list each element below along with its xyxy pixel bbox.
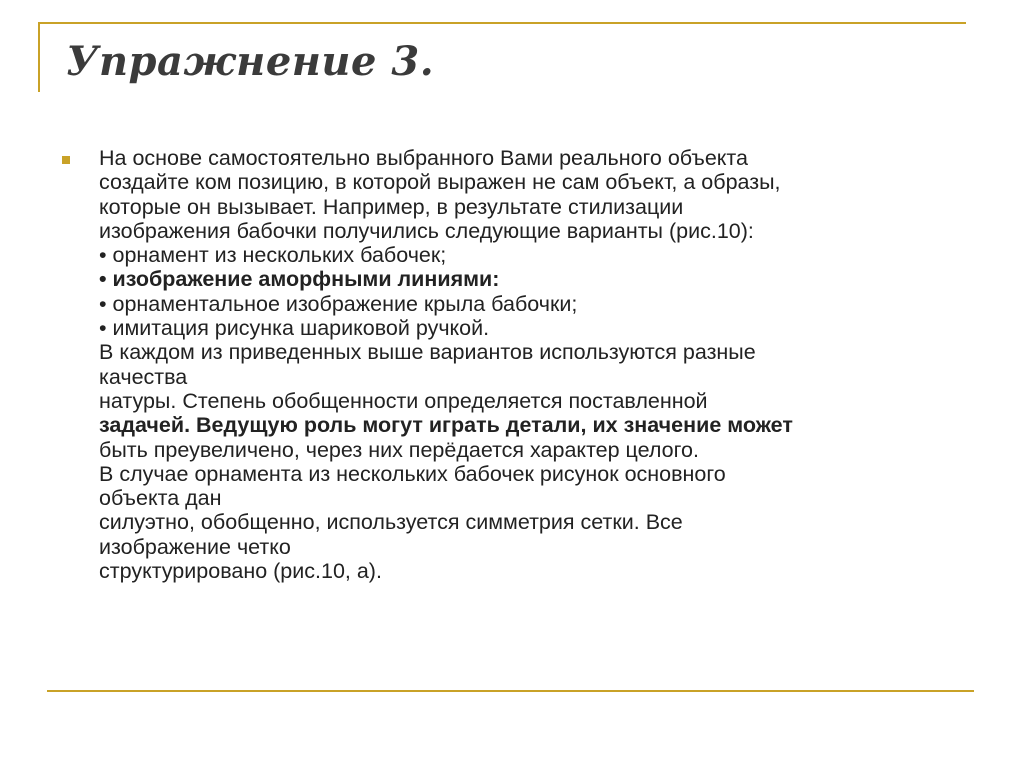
text-line: силуэтно, обобщенно, используется симметрия сетки. Все	[99, 510, 683, 535]
text-line: быть преувеличено, через них перёдается характер целого.	[99, 437, 699, 462]
text-line: создайте ком позицию, в которой выражен не сам объект, а образы,	[99, 170, 781, 195]
text-line: объекта дан	[99, 486, 222, 511]
slide-title: Упражнение 3.	[66, 38, 435, 85]
top-frame-line	[38, 22, 966, 24]
text-line: задачей. Ведущую роль могут играть детали, их значение может	[99, 413, 793, 438]
body-text	[99, 146, 962, 583]
text-line: На основе самостоятельно выбранного Вами реального объекта	[99, 146, 748, 170]
text-line: качества	[99, 364, 188, 389]
text-line: В каждом из приведенных выше вариантов используются разные	[99, 340, 756, 365]
list-item: • орнамент из нескольких бабочек;	[99, 243, 447, 268]
text-line: изображения бабочки получились следующие варианты (рис.10):	[99, 218, 754, 243]
list-item: • имитация рисунка шариковой ручкой.	[99, 316, 490, 341]
left-frame-line	[38, 22, 40, 92]
text-line: изображение четко	[99, 534, 291, 559]
list-item: • орнаментальное изображение крыла бабочки;	[99, 291, 578, 316]
list-item: • изображение аморфными линиями:	[99, 267, 500, 292]
text-line: В случае орнамента из нескольких бабочек рисунок основного	[99, 461, 726, 486]
text-line: натуры. Степень обобщенности определяется поставленной	[99, 388, 708, 413]
bottom-rule-line	[47, 690, 974, 692]
bullet-item	[62, 146, 962, 583]
square-bullet-icon	[62, 156, 70, 164]
text-line: структурировано (рис.10, а).	[99, 559, 382, 584]
text-line: которые он вызывает. Например, в результате стилизации	[99, 194, 684, 219]
